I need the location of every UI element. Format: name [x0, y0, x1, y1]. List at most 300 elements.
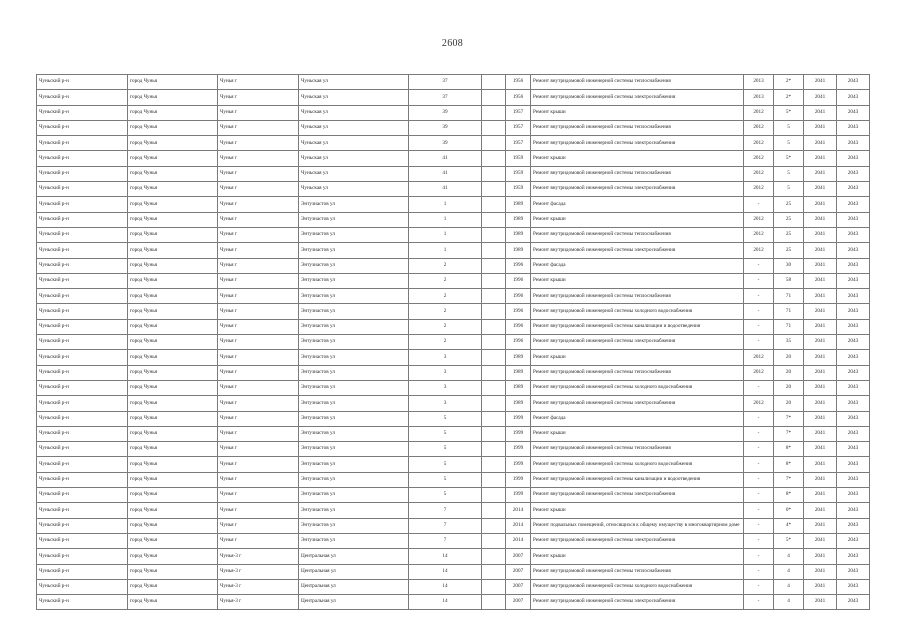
cell-period-start: 2041 — [804, 212, 837, 227]
cell-period-start: 2041 — [804, 380, 837, 395]
table-row — [37, 75, 870, 90]
cell-house-number: 5 — [409, 457, 482, 472]
cell-house-number: 14 — [409, 579, 482, 594]
cell-work-type: Ремонт внутридомовой инженерной системы холодного водоснабжения — [531, 457, 744, 472]
cell-period-start: 2041 — [804, 426, 837, 441]
cell-wear: 20 — [774, 396, 804, 411]
cell-wear: 35 — [774, 335, 804, 350]
cell-wear: 71 — [774, 319, 804, 334]
cell-locality: Чунья г — [218, 319, 299, 334]
cell-last-repair-year: - — [744, 472, 774, 487]
cell-work-type: Ремонт внутридомовой инженерной системы электроснабжения — [531, 488, 744, 503]
cell-settlement: город Чунья — [128, 595, 218, 610]
cell-period-start: 2041 — [804, 518, 837, 533]
cell-settlement: город Чунья — [128, 380, 218, 395]
cell-year-built: 1996 — [506, 304, 531, 319]
cell-settlement: город Чунья — [128, 472, 218, 487]
cell-period-start: 2041 — [804, 243, 837, 258]
cell-building — [482, 442, 506, 457]
cell-district: Чуньский р-н — [37, 212, 128, 227]
cell-street: Центральная ул — [299, 595, 409, 610]
cell-district: Чуньский р-н — [37, 549, 128, 564]
cell-work-type: Ремонт крыши — [531, 105, 744, 120]
cell-street: Энтузиастов ул — [299, 442, 409, 457]
cell-building — [482, 411, 506, 426]
cell-building — [482, 564, 506, 579]
cell-settlement: город Чунья — [128, 518, 218, 533]
cell-year-built: 1989 — [506, 227, 531, 242]
cell-locality: Чунья г — [218, 488, 299, 503]
cell-settlement: город Чунья — [128, 549, 218, 564]
cell-period-end: 2043 — [837, 549, 870, 564]
cell-locality: Чунья г — [218, 457, 299, 472]
cell-wear: 4 — [774, 595, 804, 610]
cell-building — [482, 335, 506, 350]
cell-locality: Чунья г — [218, 243, 299, 258]
table-row — [37, 182, 870, 197]
cell-wear: 25 — [774, 243, 804, 258]
cell-settlement: город Чунья — [128, 335, 218, 350]
cell-period-end: 2043 — [837, 595, 870, 610]
cell-building — [482, 426, 506, 441]
table-row — [37, 136, 870, 151]
cell-last-repair-year: - — [744, 426, 774, 441]
cell-last-repair-year: 2012 — [744, 166, 774, 181]
cell-period-end: 2043 — [837, 182, 870, 197]
cell-work-type: Ремонт внутридомовой инженерной системы теплоснабжения — [531, 75, 744, 90]
cell-building — [482, 579, 506, 594]
cell-wear: 20 — [774, 350, 804, 365]
cell-settlement: город Чунья — [128, 243, 218, 258]
cell-last-repair-year: - — [744, 442, 774, 457]
cell-period-end: 2043 — [837, 166, 870, 181]
cell-street: Энтузиастов ул — [299, 411, 409, 426]
cell-street: Чуньская ул — [299, 151, 409, 166]
cell-period-start: 2041 — [804, 442, 837, 457]
cell-last-repair-year: - — [744, 457, 774, 472]
cell-last-repair-year: - — [744, 564, 774, 579]
cell-street: Энтузиастов ул — [299, 365, 409, 380]
cell-work-type: Ремонт внутридомовой инженерной системы теплоснабжения — [531, 442, 744, 457]
cell-year-built: 1996 — [506, 258, 531, 273]
cell-house-number: 3 — [409, 350, 482, 365]
cell-period-end: 2043 — [837, 90, 870, 105]
cell-year-built: 1956 — [506, 90, 531, 105]
cell-period-start: 2041 — [804, 258, 837, 273]
table-row — [37, 197, 870, 212]
cell-year-built: 2007 — [506, 549, 531, 564]
cell-settlement: город Чунья — [128, 442, 218, 457]
cell-settlement: город Чунья — [128, 533, 218, 548]
table-row — [37, 227, 870, 242]
cell-district: Чуньский р-н — [37, 503, 128, 518]
cell-settlement: город Чунья — [128, 503, 218, 518]
cell-wear: 0* — [774, 503, 804, 518]
cell-last-repair-year: - — [744, 304, 774, 319]
cell-year-built: 1996 — [506, 273, 531, 288]
cell-district: Чуньский р-н — [37, 75, 128, 90]
cell-house-number: 39 — [409, 136, 482, 151]
cell-house-number: 3 — [409, 396, 482, 411]
cell-wear: 2* — [774, 90, 804, 105]
cell-last-repair-year: - — [744, 335, 774, 350]
cell-period-end: 2043 — [837, 488, 870, 503]
cell-last-repair-year: 2012 — [744, 350, 774, 365]
cell-work-type: Ремонт внутридомовой инженерной системы электроснабжения — [531, 533, 744, 548]
cell-work-type: Ремонт крыши — [531, 350, 744, 365]
cell-district: Чуньский р-н — [37, 595, 128, 610]
cell-last-repair-year: - — [744, 533, 774, 548]
cell-locality: Чунья г — [218, 105, 299, 120]
cell-building — [482, 533, 506, 548]
cell-locality: Чунья г — [218, 182, 299, 197]
cell-period-start: 2041 — [804, 411, 837, 426]
cell-period-end: 2043 — [837, 105, 870, 120]
cell-wear: 4 — [774, 549, 804, 564]
cell-house-number: 14 — [409, 564, 482, 579]
cell-year-built: 1957 — [506, 120, 531, 135]
cell-work-type: Ремонт крыши — [531, 212, 744, 227]
cell-period-end: 2043 — [837, 533, 870, 548]
cell-house-number: 3 — [409, 380, 482, 395]
cell-work-type: Ремонт крыши — [531, 549, 744, 564]
cell-street: Чуньская ул — [299, 166, 409, 181]
cell-last-repair-year: - — [744, 319, 774, 334]
cell-house-number: 41 — [409, 166, 482, 181]
cell-district: Чуньский р-н — [37, 488, 128, 503]
page-number: 2608 — [441, 38, 464, 49]
table-row — [37, 380, 870, 395]
cell-building — [482, 182, 506, 197]
cell-district: Чуньский р-н — [37, 289, 128, 304]
cell-building — [482, 365, 506, 380]
cell-building — [482, 243, 506, 258]
cell-settlement: город Чунья — [128, 579, 218, 594]
table-row — [37, 518, 870, 533]
cell-street: Энтузиастов ул — [299, 426, 409, 441]
cell-locality: Чунья-3 г — [218, 595, 299, 610]
cell-last-repair-year: 2012 — [744, 212, 774, 227]
cell-house-number: 1 — [409, 243, 482, 258]
cell-house-number: 1 — [409, 227, 482, 242]
cell-period-start: 2041 — [804, 75, 837, 90]
cell-street: Центральная ул — [299, 564, 409, 579]
cell-district: Чуньский р-н — [37, 105, 128, 120]
table-row — [37, 273, 870, 288]
cell-work-type: Ремонт подвальных помещений, относящихся к общему имуществу в многоквартирном доме — [531, 518, 744, 533]
cell-last-repair-year: - — [744, 197, 774, 212]
cell-building — [482, 503, 506, 518]
cell-house-number: 2 — [409, 304, 482, 319]
cell-work-type: Ремонт внутридомовой инженерной системы электроснабжения — [531, 396, 744, 411]
cell-year-built: 2014 — [506, 503, 531, 518]
cell-period-end: 2043 — [837, 289, 870, 304]
cell-year-built: 2014 — [506, 533, 531, 548]
cell-district: Чуньский р-н — [37, 457, 128, 472]
cell-wear: 58 — [774, 273, 804, 288]
cell-street: Энтузиастов ул — [299, 335, 409, 350]
cell-period-start: 2041 — [804, 273, 837, 288]
cell-year-built: 1989 — [506, 365, 531, 380]
cell-year-built: 1957 — [506, 105, 531, 120]
cell-period-end: 2043 — [837, 503, 870, 518]
cell-building — [482, 273, 506, 288]
cell-building — [482, 90, 506, 105]
cell-wear: 2* — [774, 75, 804, 90]
cell-period-end: 2043 — [837, 243, 870, 258]
cell-street: Энтузиастов ул — [299, 350, 409, 365]
cell-wear: 5 — [774, 136, 804, 151]
cell-period-start: 2041 — [804, 549, 837, 564]
cell-wear: 71 — [774, 304, 804, 319]
cell-house-number: 41 — [409, 182, 482, 197]
cell-last-repair-year: 2013 — [744, 90, 774, 105]
cell-year-built: 1999 — [506, 426, 531, 441]
cell-district: Чуньский р-н — [37, 472, 128, 487]
cell-district: Чуньский р-н — [37, 335, 128, 350]
cell-district: Чуньский р-н — [37, 319, 128, 334]
cell-wear: 4 — [774, 564, 804, 579]
cell-work-type: Ремонт фасада — [531, 258, 744, 273]
cell-period-start: 2041 — [804, 151, 837, 166]
cell-wear: 5* — [774, 151, 804, 166]
cell-locality: Чунья г — [218, 273, 299, 288]
cell-year-built: 1989 — [506, 197, 531, 212]
cell-year-built: 1996 — [506, 335, 531, 350]
cell-last-repair-year: - — [744, 595, 774, 610]
cell-locality: Чунья г — [218, 166, 299, 181]
cell-last-repair-year: 2013 — [744, 75, 774, 90]
cell-period-end: 2043 — [837, 335, 870, 350]
cell-settlement: город Чунья — [128, 166, 218, 181]
cell-last-repair-year: - — [744, 258, 774, 273]
cell-district: Чуньский р-н — [37, 182, 128, 197]
cell-settlement: город Чунья — [128, 426, 218, 441]
cell-district: Чуньский р-н — [37, 411, 128, 426]
cell-settlement: город Чунья — [128, 105, 218, 120]
cell-district: Чуньский р-н — [37, 227, 128, 242]
cell-period-end: 2043 — [837, 426, 870, 441]
cell-year-built: 2007 — [506, 579, 531, 594]
cell-locality: Чунья г — [218, 380, 299, 395]
cell-house-number: 37 — [409, 90, 482, 105]
cell-house-number: 2 — [409, 258, 482, 273]
cell-wear: 5* — [774, 533, 804, 548]
cell-locality: Чунья г — [218, 136, 299, 151]
cell-house-number: 3 — [409, 365, 482, 380]
cell-street: Энтузиастов ул — [299, 212, 409, 227]
cell-settlement: город Чунья — [128, 136, 218, 151]
cell-wear: 7* — [774, 411, 804, 426]
cell-settlement: город Чунья — [128, 457, 218, 472]
cell-year-built: 2014 — [506, 518, 531, 533]
cell-locality: Чунья г — [218, 120, 299, 135]
table-row — [37, 365, 870, 380]
cell-period-start: 2041 — [804, 105, 837, 120]
cell-year-built: 1989 — [506, 350, 531, 365]
cell-wear: 5 — [774, 166, 804, 181]
cell-district: Чуньский р-н — [37, 533, 128, 548]
cell-last-repair-year: - — [744, 579, 774, 594]
cell-house-number: 5 — [409, 426, 482, 441]
cell-period-start: 2041 — [804, 472, 837, 487]
cell-wear: 25 — [774, 227, 804, 242]
cell-locality: Чунья г — [218, 227, 299, 242]
cell-street: Энтузиастов ул — [299, 258, 409, 273]
cell-wear: 7* — [774, 426, 804, 441]
cell-street: Центральная ул — [299, 549, 409, 564]
cell-building — [482, 75, 506, 90]
cell-district: Чуньский р-н — [37, 396, 128, 411]
cell-street: Энтузиастов ул — [299, 472, 409, 487]
cell-settlement: город Чунья — [128, 304, 218, 319]
cell-district: Чуньский р-н — [37, 579, 128, 594]
cell-district: Чуньский р-н — [37, 90, 128, 105]
cell-last-repair-year: - — [744, 488, 774, 503]
cell-locality: Чунья-3 г — [218, 564, 299, 579]
cell-locality: Чунья г — [218, 258, 299, 273]
cell-street: Энтузиастов ул — [299, 227, 409, 242]
cell-work-type: Ремонт внутридомовой инженерной системы теплоснабжения — [531, 365, 744, 380]
cell-wear: 20 — [774, 380, 804, 395]
table-row — [37, 151, 870, 166]
cell-building — [482, 549, 506, 564]
cell-year-built: 1996 — [506, 289, 531, 304]
cell-period-end: 2043 — [837, 380, 870, 395]
cell-house-number: 7 — [409, 518, 482, 533]
cell-period-end: 2043 — [837, 457, 870, 472]
cell-period-start: 2041 — [804, 289, 837, 304]
table-row — [37, 472, 870, 487]
cell-wear: 4* — [774, 518, 804, 533]
cell-locality: Чунья г — [218, 442, 299, 457]
cell-building — [482, 166, 506, 181]
cell-period-end: 2043 — [837, 319, 870, 334]
cell-house-number: 37 — [409, 75, 482, 90]
cell-district: Чуньский р-н — [37, 518, 128, 533]
cell-wear: 25 — [774, 197, 804, 212]
cell-settlement: город Чунья — [128, 212, 218, 227]
cell-building — [482, 595, 506, 610]
cell-year-built: 1999 — [506, 457, 531, 472]
cell-work-type: Ремонт крыши — [531, 151, 744, 166]
cell-wear: 8* — [774, 442, 804, 457]
cell-building — [482, 258, 506, 273]
cell-period-start: 2041 — [804, 182, 837, 197]
cell-period-end: 2043 — [837, 396, 870, 411]
cell-house-number: 39 — [409, 120, 482, 135]
cell-building — [482, 136, 506, 151]
cell-period-start: 2041 — [804, 319, 837, 334]
cell-locality: Чунья г — [218, 365, 299, 380]
cell-period-end: 2043 — [837, 120, 870, 135]
cell-year-built: 1957 — [506, 136, 531, 151]
cell-district: Чуньский р-н — [37, 197, 128, 212]
cell-settlement: город Чунья — [128, 151, 218, 166]
cell-period-start: 2041 — [804, 166, 837, 181]
cell-settlement: город Чунья — [128, 350, 218, 365]
cell-building — [482, 396, 506, 411]
cell-settlement: город Чунья — [128, 488, 218, 503]
cell-period-end: 2043 — [837, 365, 870, 380]
cell-last-repair-year: 2012 — [744, 243, 774, 258]
cell-house-number: 39 — [409, 105, 482, 120]
cell-work-type: Ремонт внутридомовой инженерной системы канализации и водоотведения — [531, 319, 744, 334]
cell-last-repair-year: - — [744, 503, 774, 518]
cell-last-repair-year: - — [744, 273, 774, 288]
cell-street: Энтузиастов ул — [299, 518, 409, 533]
cell-period-start: 2041 — [804, 227, 837, 242]
table-row — [37, 258, 870, 273]
cell-building — [482, 472, 506, 487]
cell-last-repair-year: - — [744, 518, 774, 533]
cell-year-built: 1996 — [506, 319, 531, 334]
cell-street: Энтузиастов ул — [299, 273, 409, 288]
cell-last-repair-year: 2012 — [744, 396, 774, 411]
cell-building — [482, 488, 506, 503]
cell-locality: Чунья г — [218, 75, 299, 90]
cell-house-number: 2 — [409, 273, 482, 288]
cell-period-end: 2043 — [837, 564, 870, 579]
cell-district: Чуньский р-н — [37, 151, 128, 166]
cell-year-built: 1959 — [506, 182, 531, 197]
cell-building — [482, 151, 506, 166]
cell-work-type: Ремонт внутридомовой инженерной системы холодного водоснабжения — [531, 380, 744, 395]
cell-year-built: 1999 — [506, 488, 531, 503]
cell-period-end: 2043 — [837, 518, 870, 533]
cell-locality: Чунья г — [218, 350, 299, 365]
cell-last-repair-year: 2012 — [744, 151, 774, 166]
cell-settlement: город Чунья — [128, 182, 218, 197]
table-row — [37, 105, 870, 120]
cell-district: Чуньский р-н — [37, 564, 128, 579]
cell-year-built: 1999 — [506, 411, 531, 426]
cell-period-end: 2043 — [837, 304, 870, 319]
cell-period-end: 2043 — [837, 258, 870, 273]
cell-period-end: 2043 — [837, 75, 870, 90]
cell-district: Чуньский р-н — [37, 426, 128, 441]
table-row — [37, 212, 870, 227]
cell-locality: Чунья г — [218, 335, 299, 350]
cell-district: Чуньский р-н — [37, 136, 128, 151]
cell-work-type: Ремонт фасада — [531, 411, 744, 426]
cell-district: Чуньский р-н — [37, 304, 128, 319]
cell-locality: Чунья-3 г — [218, 549, 299, 564]
cell-wear: 30 — [774, 258, 804, 273]
cell-year-built: 2007 — [506, 595, 531, 610]
cell-locality: Чунья г — [218, 533, 299, 548]
cell-locality: Чунья г — [218, 426, 299, 441]
cell-period-start: 2041 — [804, 396, 837, 411]
table-row — [37, 396, 870, 411]
cell-locality: Чунья г — [218, 212, 299, 227]
cell-locality: Чунья г — [218, 518, 299, 533]
table-row — [37, 319, 870, 334]
table-row — [37, 457, 870, 472]
cell-building — [482, 289, 506, 304]
cell-street: Энтузиастов ул — [299, 533, 409, 548]
cell-period-start: 2041 — [804, 595, 837, 610]
cell-street: Энтузиастов ул — [299, 380, 409, 395]
cell-last-repair-year: 2012 — [744, 120, 774, 135]
cell-locality: Чунья-3 г — [218, 579, 299, 594]
table-row — [37, 442, 870, 457]
cell-building — [482, 350, 506, 365]
cell-year-built: 1989 — [506, 380, 531, 395]
cell-building — [482, 380, 506, 395]
cell-settlement: город Чунья — [128, 411, 218, 426]
table-row — [37, 579, 870, 594]
